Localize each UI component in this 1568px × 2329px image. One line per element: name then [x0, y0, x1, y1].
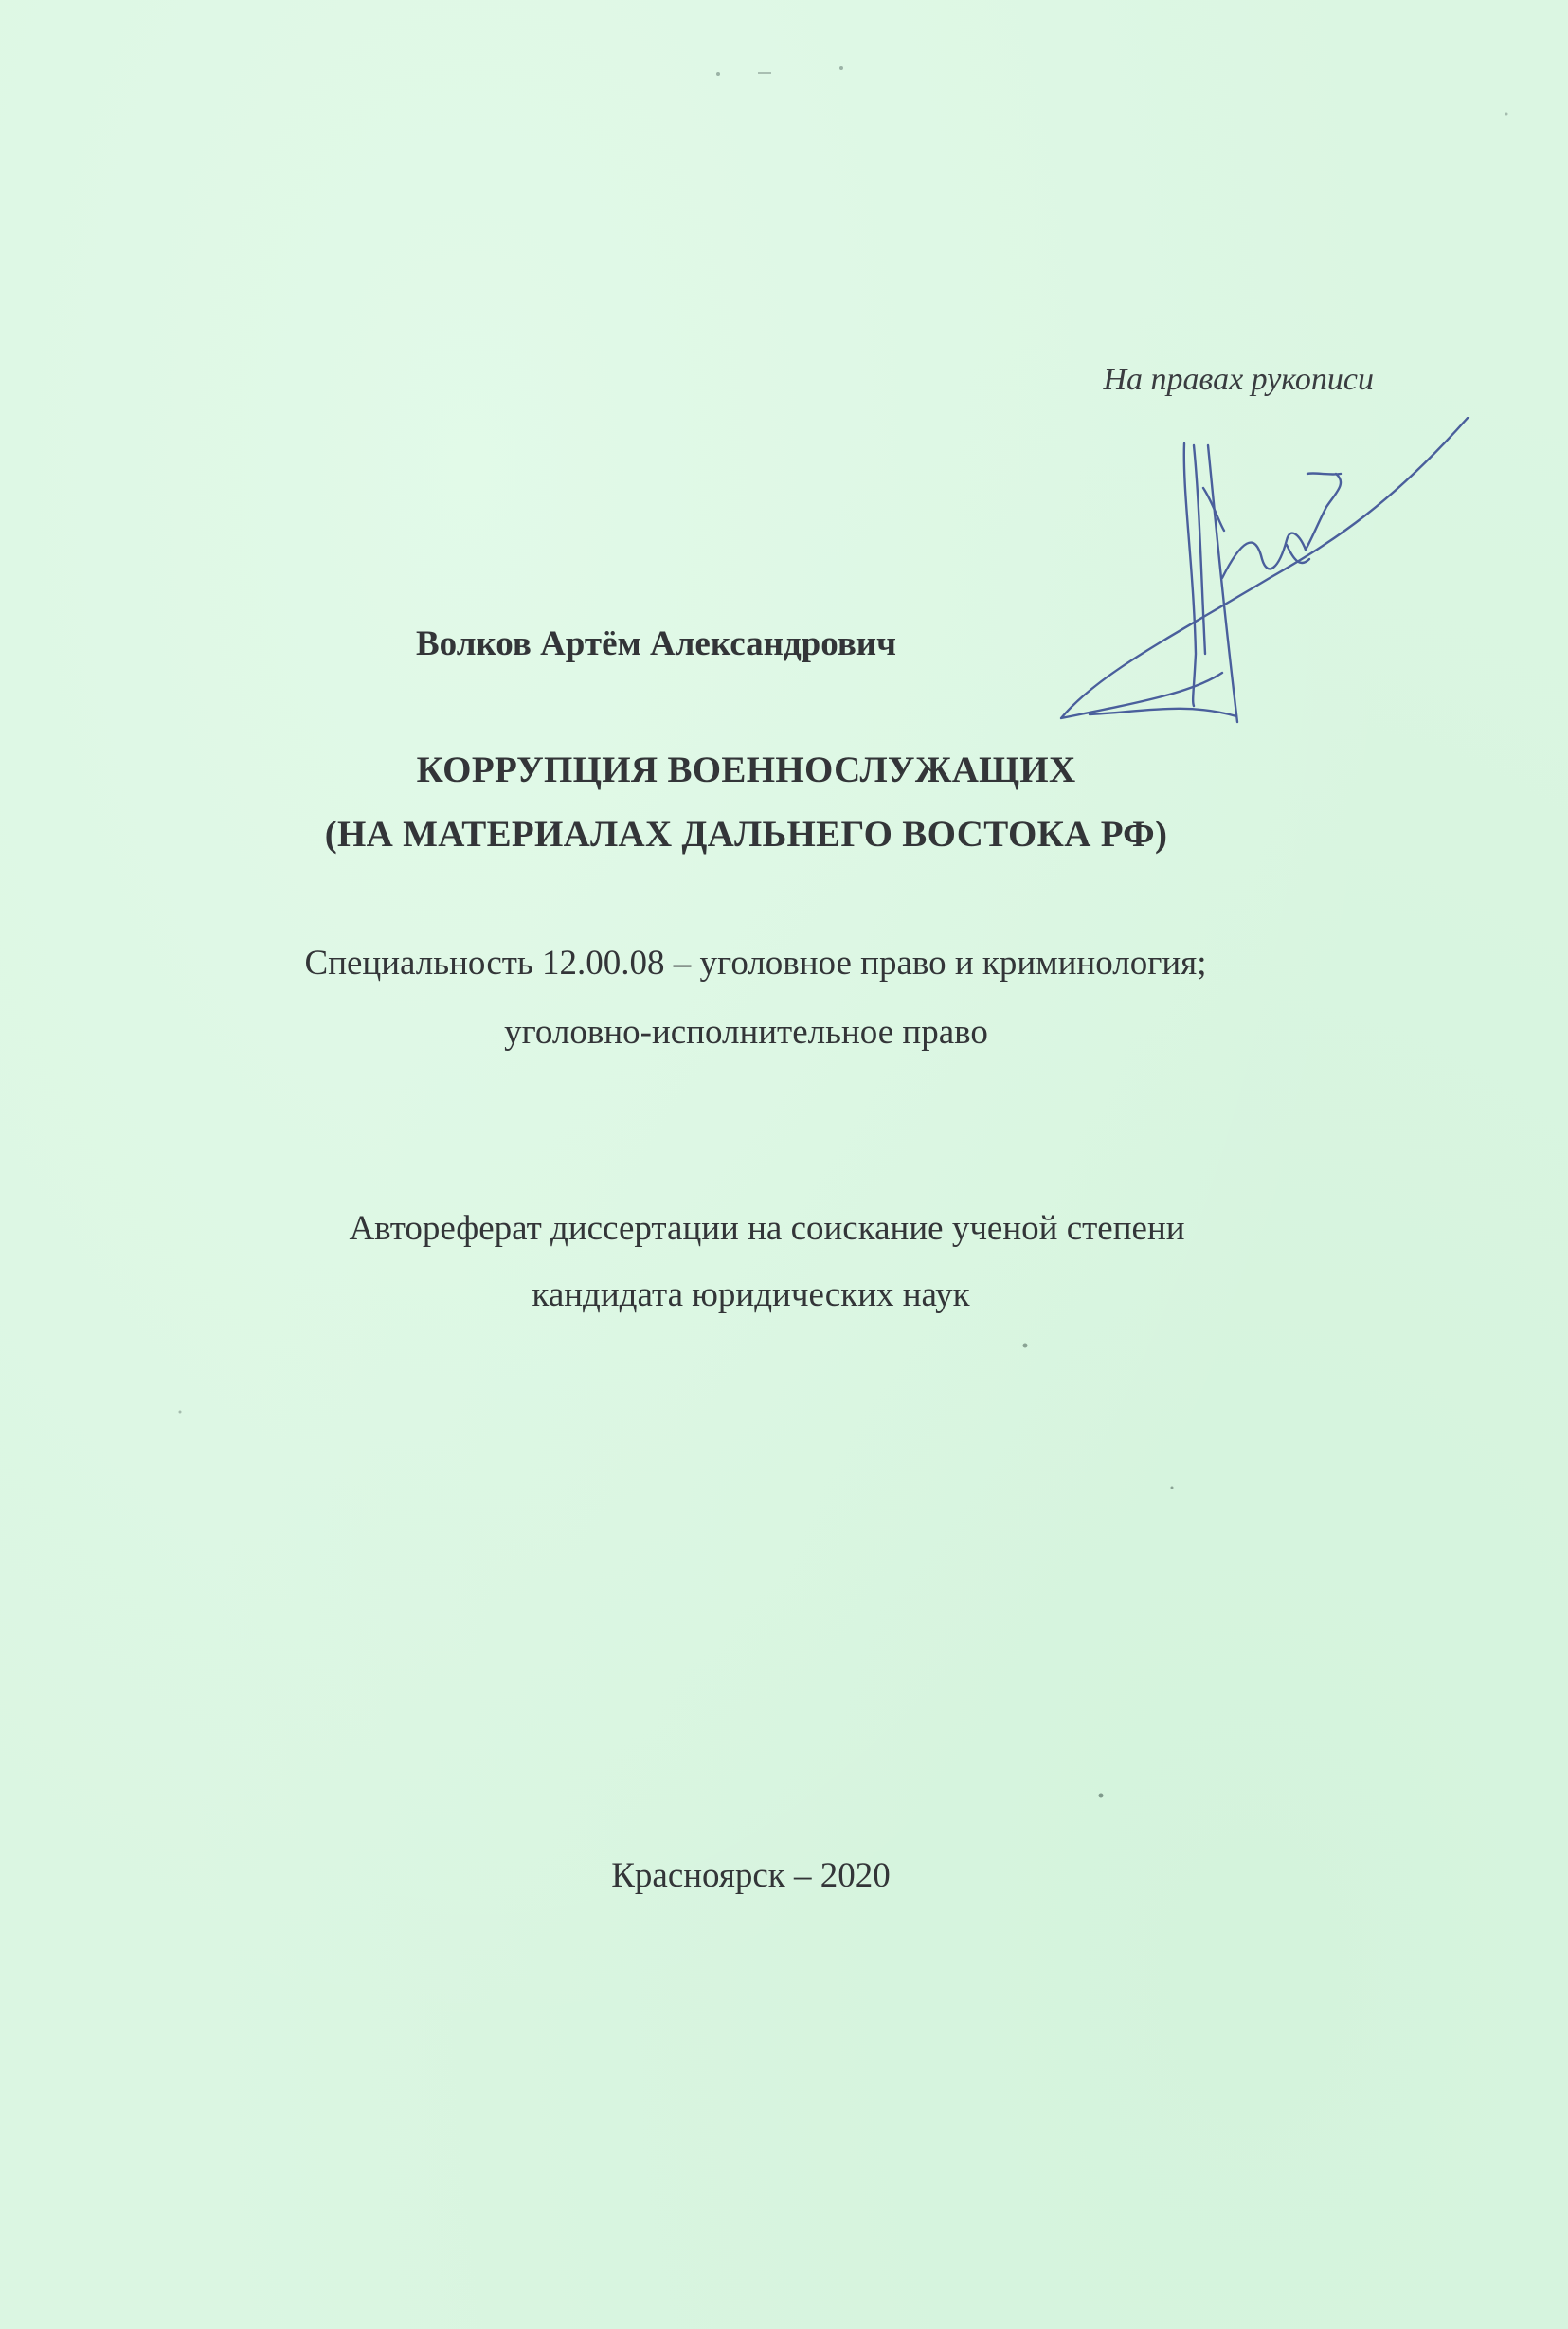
- abstract-line-1: Автореферат диссертации на соискание ученой степени: [349, 1209, 1185, 1248]
- author-signature: [1052, 417, 1487, 730]
- specialty-line-2: уголовно-исполнительное право: [504, 1013, 988, 1052]
- specialty-line-1: Специальность 12.00.08 – уголовное право и криминология;: [304, 944, 1207, 983]
- author-name: Волков Артём Александрович: [416, 624, 896, 663]
- title-line-2: (НА МАТЕРИАЛАХ ДАЛЬНЕГО ВОСТОКА РФ): [324, 814, 1168, 855]
- manuscript-note: На правах рукописи: [1103, 362, 1374, 397]
- abstract-line-2: кандидата юридических наук: [532, 1275, 970, 1314]
- city-year: Красноярск – 2020: [611, 1856, 891, 1895]
- title-line-1: КОРРУПЦИЯ ВОЕННОСЛУЖАЩИХ: [416, 749, 1076, 790]
